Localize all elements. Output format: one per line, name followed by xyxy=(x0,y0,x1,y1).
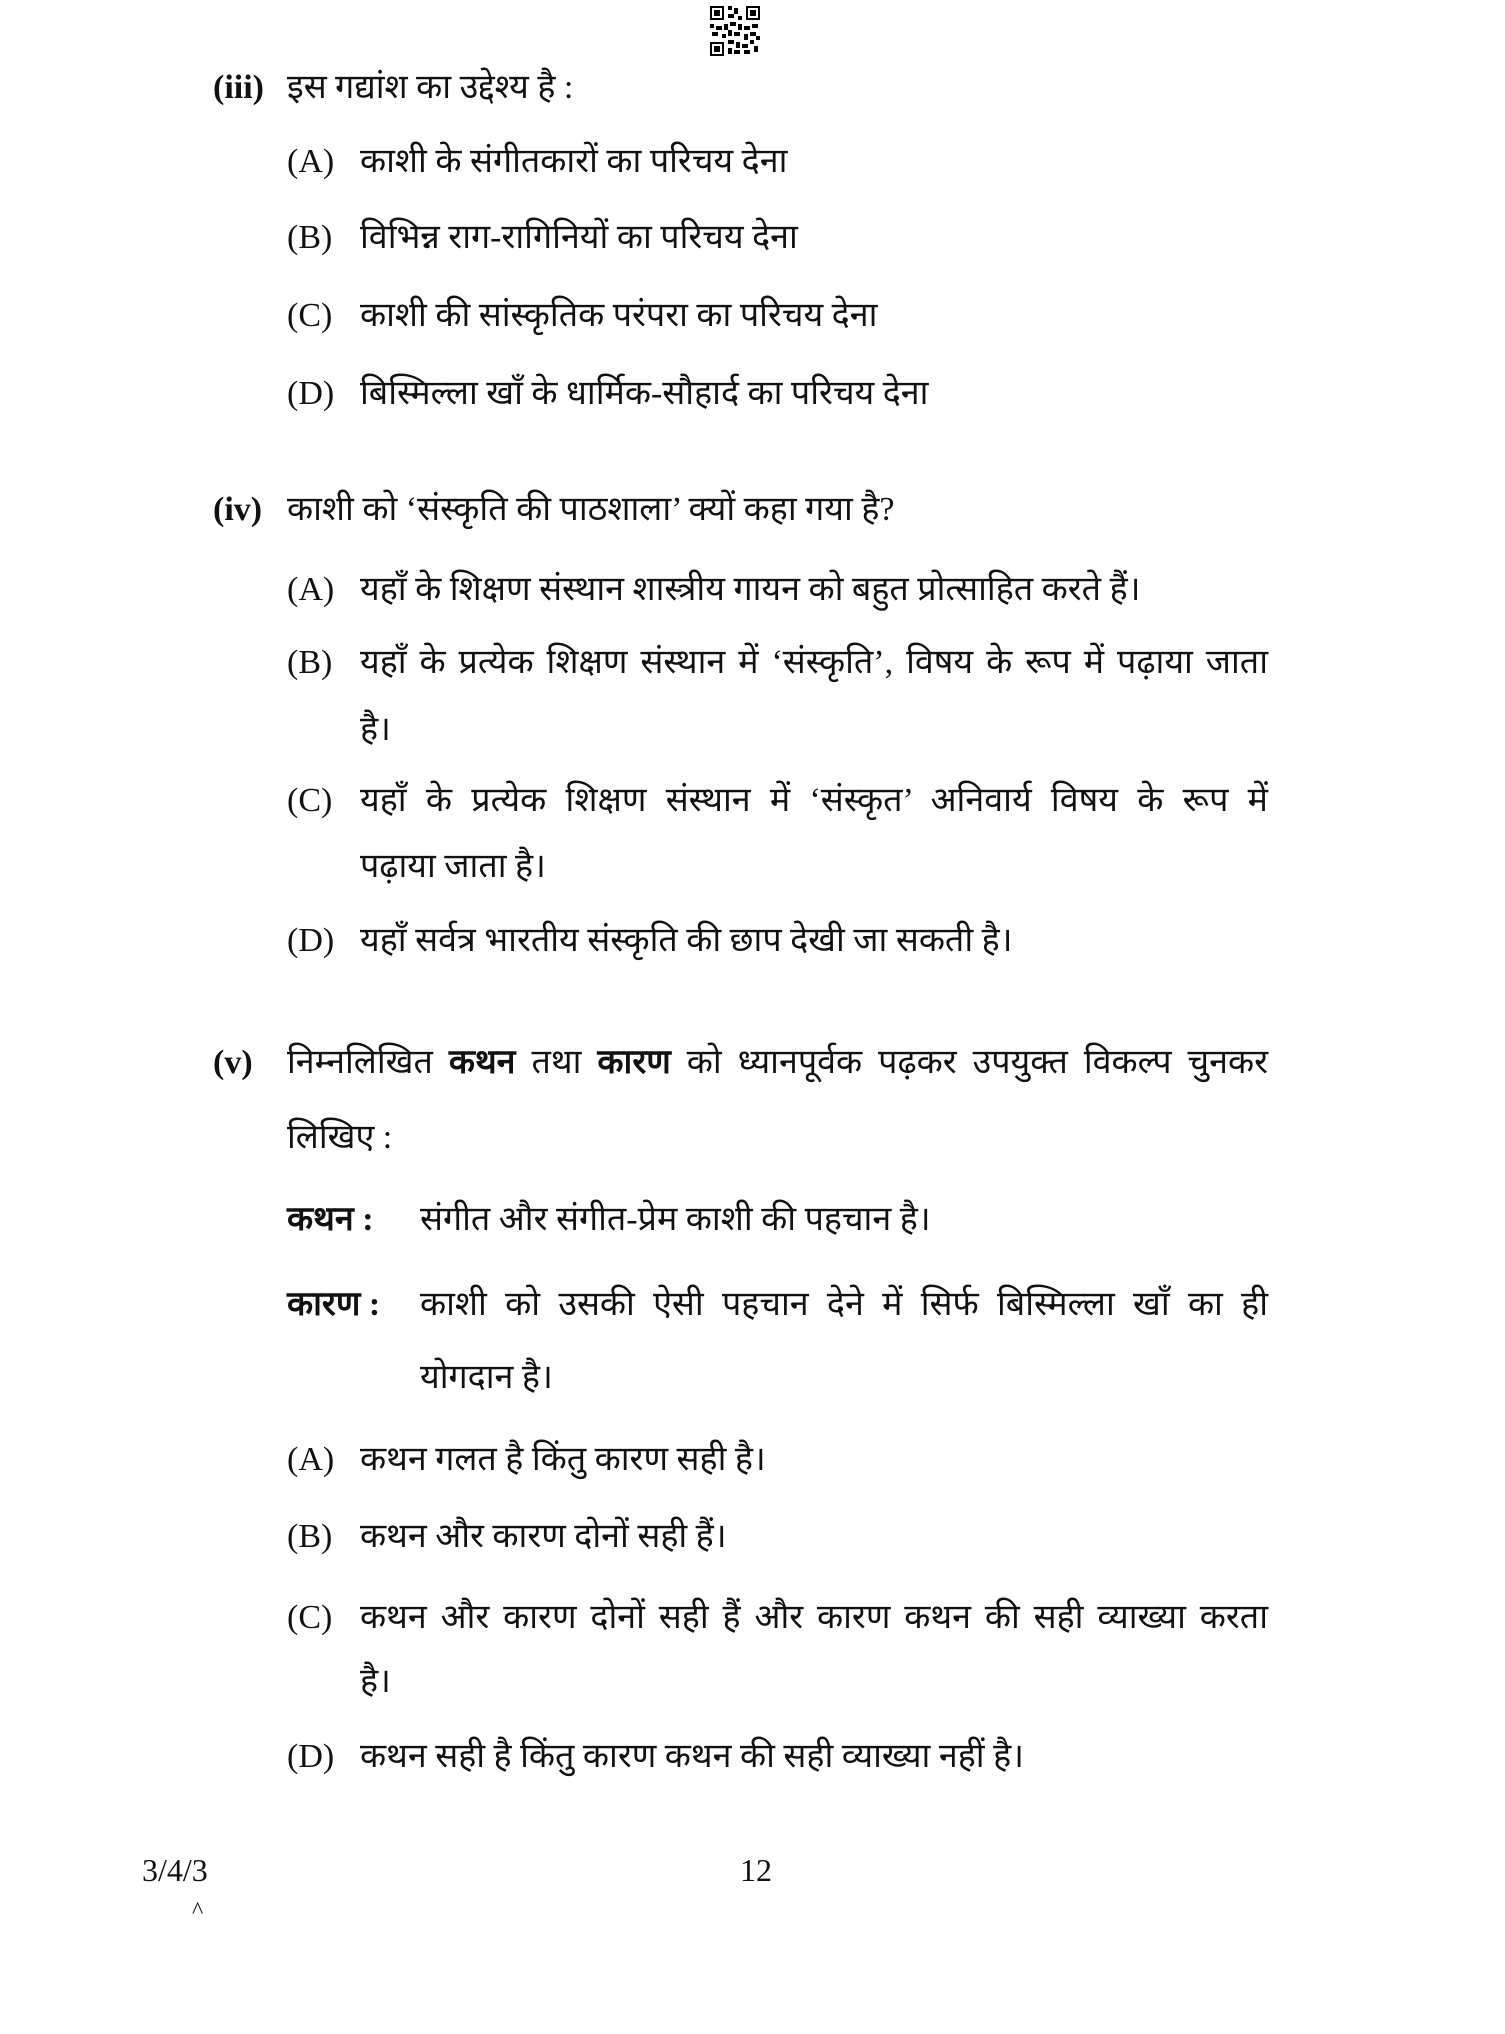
option-label: (D) xyxy=(287,922,335,959)
option-label: (A) xyxy=(287,1441,335,1478)
question-number: (iii) xyxy=(213,69,264,106)
question-prompt: इस गद्यांश का उद्देश्य है : xyxy=(287,69,574,106)
option-label: (B) xyxy=(287,1518,333,1555)
option-label: (C) xyxy=(287,1599,333,1636)
option-text: कथन और कारण दोनों सही हैं। xyxy=(360,1518,727,1555)
qr-code-icon xyxy=(710,6,760,56)
option-text: यहाँ सर्वत्र भारतीय संस्कृति की छाप देखी जा सकती है। xyxy=(360,922,1013,959)
question-prompt xyxy=(287,1043,1268,1083)
option-text: कथन सही है किंतु कारण कथन की सही व्याख्या नहीं है। xyxy=(360,1738,1025,1775)
option-text: यहाँ के शिक्षण संस्थान शास्त्रीय गायन को बहुत प्रोत्साहित करते हैं। xyxy=(360,571,1141,608)
question-number: (v) xyxy=(213,1044,253,1081)
option-label: (C) xyxy=(287,297,333,334)
prompt-text: को ध्यानपूर्वक पढ़कर उपयुक्त विकल्प चुनकर xyxy=(670,1044,1268,1081)
option-text: बिस्मिल्ला खाँ के धार्मिक-सौहार्द का परिचय देना xyxy=(360,375,929,412)
option-text: काशी की सांस्कृतिक परंपरा का परिचय देना xyxy=(360,297,878,334)
option-label: (B) xyxy=(287,644,333,681)
reason-label: कारण : xyxy=(287,1286,381,1323)
question-number: (iv) xyxy=(213,491,263,528)
option-text: यहाँ के प्रत्येक शिक्षण संस्थान में ‘संस्कृत’ अनिवार्य विषय के रूप में xyxy=(360,782,1268,819)
prompt-text: तथा xyxy=(515,1044,598,1081)
option-text: कथन गलत है किंतु कारण सही है। xyxy=(360,1441,766,1478)
option-label: (B) xyxy=(287,219,333,256)
option-text: यहाँ के प्रत्येक शिक्षण संस्थान में ‘संस्कृति’, विषय के रूप में पढ़ाया जाता xyxy=(360,644,1268,681)
option-text: काशी के संगीतकारों का परिचय देना xyxy=(360,143,788,180)
caret-mark: ^ xyxy=(192,1898,204,1924)
option-text-continued: पढ़ाया जाता है। xyxy=(360,848,546,885)
paper-code: 3/4/3 xyxy=(142,1852,208,1888)
option-label: (D) xyxy=(287,375,335,412)
assertion-text: संगीत और संगीत-प्रेम काशी की पहचान है। xyxy=(420,1201,931,1238)
prompt-text: निम्नलिखित xyxy=(287,1044,449,1081)
option-text-continued: है। xyxy=(360,1663,391,1700)
option-label: (A) xyxy=(287,143,335,180)
question-prompt: काशी को ‘संस्कृति की पाठशाला’ क्यों कहा गया है? xyxy=(287,491,895,528)
prompt-bold-reason: कारण xyxy=(597,1044,671,1081)
question-prompt-continued: लिखिए : xyxy=(287,1119,393,1156)
page-number: 12 xyxy=(740,1852,772,1888)
assertion-label: कथन : xyxy=(287,1201,374,1238)
reason-text: काशी को उसकी ऐसी पहचान देने में सिर्फ बिस्मिल्ला खाँ का ही xyxy=(420,1286,1268,1323)
option-label: (C) xyxy=(287,782,333,819)
prompt-bold-assertion: कथन xyxy=(448,1044,516,1081)
reason-text-continued: योगदान है। xyxy=(420,1359,553,1396)
option-label: (A) xyxy=(287,571,335,608)
option-text-continued: है। xyxy=(360,711,391,748)
option-text: कथन और कारण दोनों सही हैं और कारण कथन की सही व्याख्या करता xyxy=(360,1599,1268,1636)
option-label: (D) xyxy=(287,1738,335,1775)
option-text: विभिन्न राग-रागिनियों का परिचय देना xyxy=(360,219,798,256)
